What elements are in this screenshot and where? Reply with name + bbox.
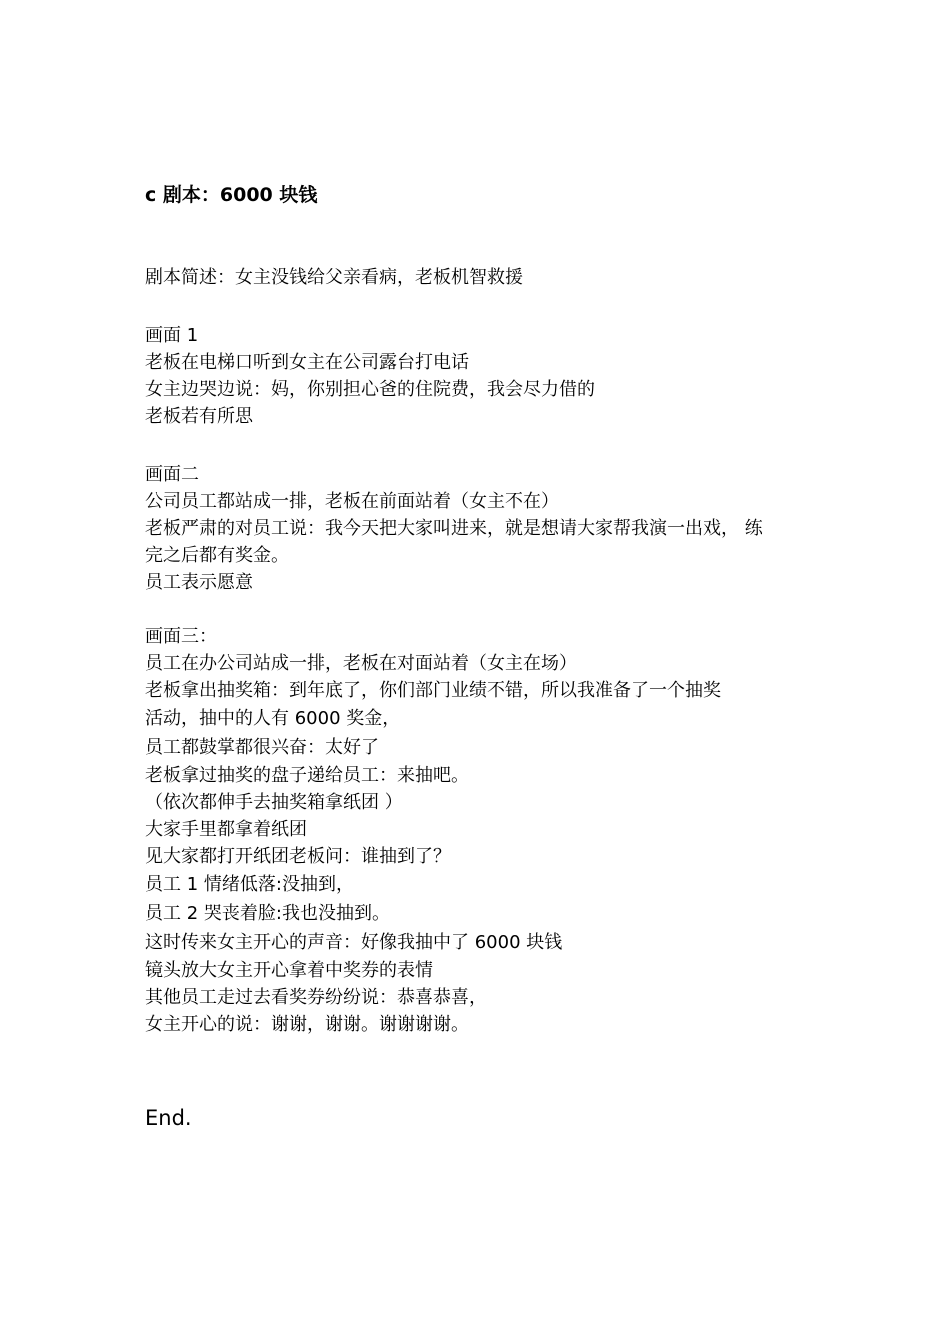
scene-3-line: 其他员工走过去看奖券纷纷说：恭喜恭喜，	[145, 987, 487, 1008]
scene-2-line: 完之后都有奖金。	[145, 545, 289, 566]
scene-2-heading: 画面二	[145, 464, 199, 485]
scene-3-heading: 画面三：	[145, 626, 217, 647]
scene-3-line: （依次都伸手去抽奖箱拿纸团 ）	[145, 792, 403, 813]
scene-1-line: 女主边哭边说：妈，你别担心爸的住院费，我会尽力借的	[145, 379, 595, 400]
scene-3-line: 见大家都打开纸团老板问：谁抽到了？	[145, 846, 451, 867]
scene-3-line: 女主开心的说：谢谢，谢谢。谢谢谢谢。	[145, 1014, 469, 1035]
scene-3-line: 这时传来女主开心的声音：好像我抽中了 6000 块钱	[145, 932, 563, 953]
end-marker: End.	[145, 1106, 192, 1130]
scene-3-line: 镜头放大女主开心拿着中奖券的表情	[145, 960, 433, 981]
scene-3-line: 员工 2 哭丧着脸:我也没抽到。	[145, 903, 390, 924]
scene-2	[145, 461, 845, 596]
scene-1-line: 老板若有所思	[145, 406, 253, 427]
scene-3-line: 员工 1 情绪低落:没抽到，	[145, 874, 354, 895]
scene-1-line: 老板在电梯口听到女主在公司露台打电话	[145, 352, 469, 373]
scene-3-line: 老板拿出抽奖箱：到年底了，你们部门业绩不错，所以我准备了一个抽奖	[145, 680, 721, 701]
script-title: c 剧本：6000 块钱	[145, 184, 318, 206]
scene-3-line: 老板拿过抽奖的盘子递给员工：来抽吧。	[145, 765, 469, 786]
scene-3-line: 大家手里都拿着纸团	[145, 819, 307, 840]
scene-3-line: 员工都鼓掌都很兴奋：太好了	[145, 737, 379, 758]
scene-1	[145, 322, 845, 430]
scene-2-line: 公司员工都站成一排，老板在前面站着（女主不在）	[145, 491, 559, 512]
scene-2-line: 老板严肃的对员工说：我今天把大家叫进来，就是想请大家帮我演一出戏， 练	[145, 518, 763, 539]
scene-3	[145, 623, 845, 1038]
script-summary: 剧本简述：女主没钱给父亲看病，老板机智救援	[145, 267, 523, 288]
scene-1-heading: 画面 1	[145, 325, 199, 346]
scene-2-line: 员工表示愿意	[145, 572, 253, 593]
scene-3-line: 员工在办公司站成一排，老板在对面站着（女主在场）	[145, 653, 577, 674]
scene-3-line: 活动，抽中的人有 6000 奖金，	[145, 708, 401, 729]
